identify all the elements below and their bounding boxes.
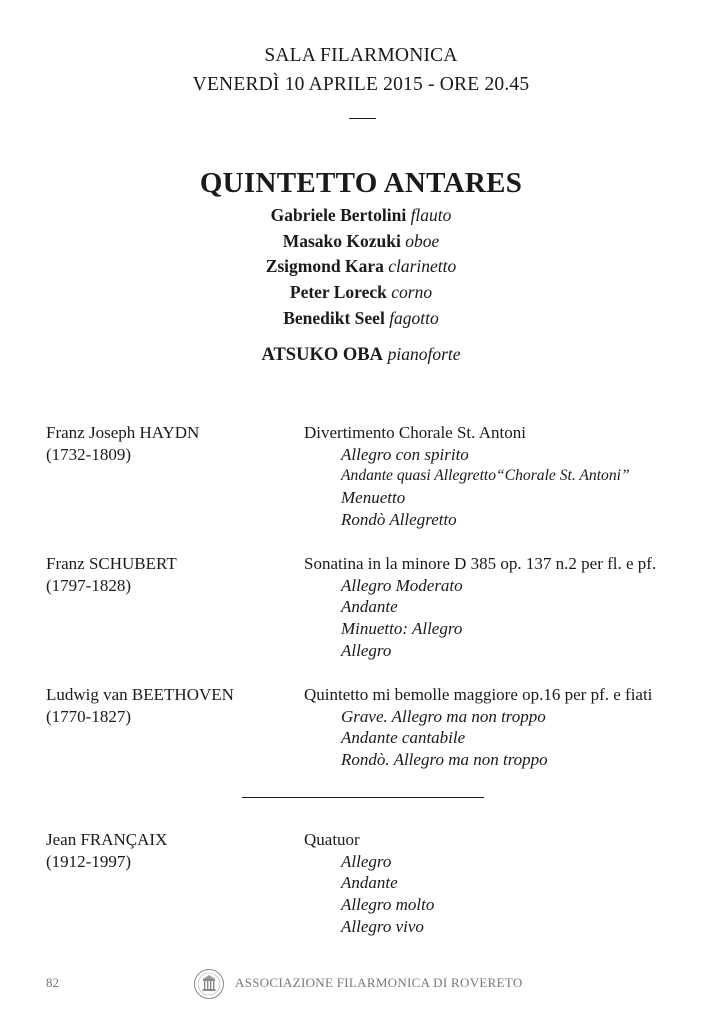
work-title: Quintetto mi bemolle maggiore op.16 per pf. e fiati — [304, 685, 653, 704]
movement: Minuetto: Allegro — [341, 619, 463, 639]
work-info — [304, 684, 652, 771]
movement: Andante cantabile — [341, 728, 466, 748]
movement: Grave. Allegro ma non troppo — [341, 706, 546, 726]
concert-header — [0, 41, 722, 99]
movement: Allegro vivo — [341, 916, 424, 936]
movement: Andante — [341, 873, 398, 893]
performer-instrument: oboe — [405, 230, 440, 251]
performer-name: Masako Kozuki — [282, 230, 401, 251]
composer-info — [46, 553, 177, 596]
performer-instrument: fagotto — [389, 307, 439, 328]
movement: Allegro molto — [341, 895, 435, 915]
performer — [0, 254, 722, 280]
movement: Rondò Allegretto — [341, 509, 457, 529]
composer-info — [46, 684, 234, 727]
composer-info — [46, 829, 167, 872]
header-divider — [349, 118, 376, 119]
pianist-instrument: pianoforte — [387, 344, 461, 364]
work-info — [304, 829, 434, 938]
movement: Allegro — [341, 851, 392, 871]
association-logo-icon — [193, 968, 225, 1000]
work-title: Divertimento Chorale St. Antoni — [304, 423, 526, 442]
composer-name: Ludwig van BEETHOVEN — [46, 685, 234, 704]
movement: Andante — [341, 597, 398, 617]
composer-name: Jean FRANÇAIX — [46, 830, 168, 849]
concert-date-time: VENERDÌ 10 APRILE 2015 - ORE 20.45 — [192, 74, 530, 95]
performer-instrument: corno — [391, 282, 433, 303]
performer — [0, 229, 722, 255]
performer-name: Zsigmond Kara — [265, 256, 384, 277]
performer — [0, 203, 722, 229]
composer-dates: (1770-1827) — [46, 706, 131, 726]
pianist-name: ATSUKO OBA — [261, 345, 383, 365]
movement: Allegro con spirito — [341, 444, 469, 464]
movement: Menuetto — [341, 488, 406, 508]
movement: Allegro Moderato — [341, 575, 463, 595]
performer-instrument: clarinetto — [388, 256, 457, 277]
movement: Andante quasi Allegretto“Chorale St. Antoni” — [341, 467, 630, 485]
performer-name: Benedikt Seel — [283, 307, 385, 328]
work-title: Quatuor — [304, 830, 360, 849]
composer-name: Franz SCHUBERT — [46, 554, 177, 573]
performer-list — [0, 203, 722, 332]
composer-name: Franz Joseph HAYDN — [46, 423, 200, 442]
composer-dates: (1732-1809) — [46, 444, 131, 464]
pianist — [0, 342, 722, 368]
performer-instrument: flauto — [410, 205, 452, 225]
work-title: Sonatina in la minore D 385 op. 137 n.2 per fl. e pf. — [304, 554, 657, 573]
work-info — [304, 553, 656, 662]
performer — [0, 280, 722, 306]
performer-name: Gabriele Bertolini — [270, 205, 407, 225]
composer-dates: (1912-1997) — [46, 851, 131, 871]
performer-name: Peter Loreck — [289, 282, 387, 303]
intermission-divider — [242, 797, 484, 798]
organization-name: ASSOCIAZIONE FILARMONICA DI ROVERETO — [235, 975, 523, 990]
ensemble-title: QUINTETTO ANTARES — [199, 167, 523, 199]
work-info — [304, 422, 630, 531]
performer — [0, 306, 722, 332]
movement: Allegro — [341, 640, 392, 660]
composer-dates: (1797-1828) — [46, 575, 131, 595]
venue-name: SALA FILARMONICA — [264, 45, 458, 66]
page-number: 82 — [46, 975, 59, 990]
composer-info — [46, 422, 199, 465]
movement: Rondò. Allegro ma non troppo — [341, 750, 548, 770]
